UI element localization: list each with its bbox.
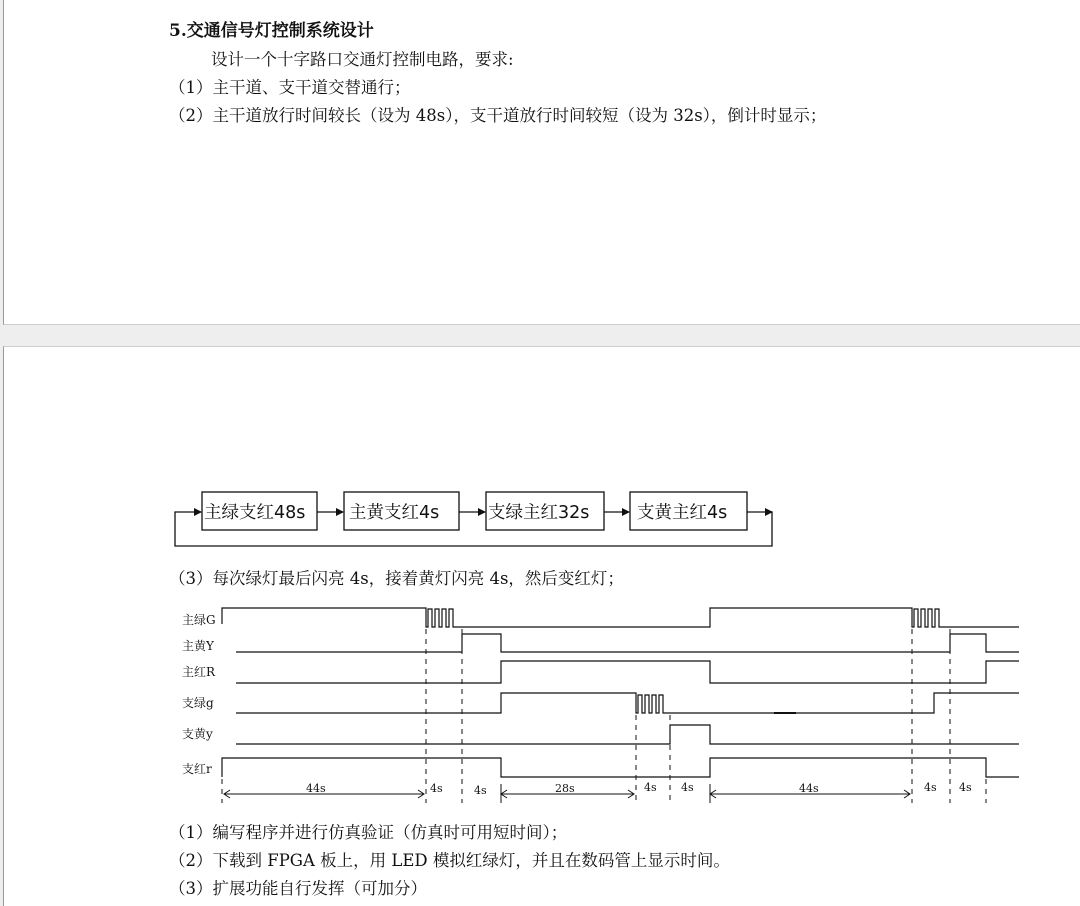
state-label-4: 支黄主红4s [637,503,728,523]
duration-label-9: 4s [959,781,972,794]
signal-label-main-red: 主红R [182,665,216,679]
task-2: （2）下载到 FPGA 板上，用 LED 模拟红绿灯，并且在数码管上显示时间。 [169,851,730,870]
duration-label-7: 44s [799,782,819,795]
waveform-branch-red [222,758,1019,777]
signal-label-main-green: 主绿G [182,613,216,627]
waveform-main-red [236,661,1019,683]
section-heading: 5.交通信号灯控制系统设计 [169,21,374,41]
duration-label-3: 4s [474,784,487,797]
signal-label-branch-green: 支绿g [182,696,214,710]
signal-label-branch-red: 支红r [182,762,212,776]
requirement-1: （1）主干道、支干道交替通行； [169,78,411,97]
requirement-3: （3）每次绿灯最后闪亮 4s，接着黄灯闪亮 4s，然后变红灯； [169,569,624,588]
duration-label-1: 44s [306,782,326,795]
signal-label-main-yellow: 主黄Y [182,639,214,653]
duration-label-4: 28s [555,782,575,795]
state-label-2: 主黄支红4s [349,503,440,523]
state-label-3: 支绿主红32s [488,503,590,523]
state-label-1: 主绿支红48s [204,503,306,523]
waveform-main-yellow [236,634,1019,652]
document-page-2 [3,346,1080,906]
duration-label-8: 4s [924,781,937,794]
duration-label-6: 4s [681,781,694,794]
duration-label-5: 4s [644,781,657,794]
requirement-2: （2）主干道放行时间较长（设为 48s），支干道放行时间较短（设为 32s），倒计时显示； [169,106,827,125]
waveform-main-green [222,608,1019,627]
task-1: （1）编写程序并进行仿真验证（仿真时可用短时间）； [169,823,568,842]
waveform-branch-green [236,693,1019,713]
signal-label-branch-yellow: 支黄y [182,727,213,741]
document-page-1 [3,0,1080,325]
waveform-branch-yellow [236,725,1019,744]
duration-label-2: 4s [430,782,443,795]
intro-text: 设计一个十字路口交通灯控制电路，要求: [211,50,514,69]
task-3: （3）扩展功能自行发挥（可加分） [169,879,427,898]
